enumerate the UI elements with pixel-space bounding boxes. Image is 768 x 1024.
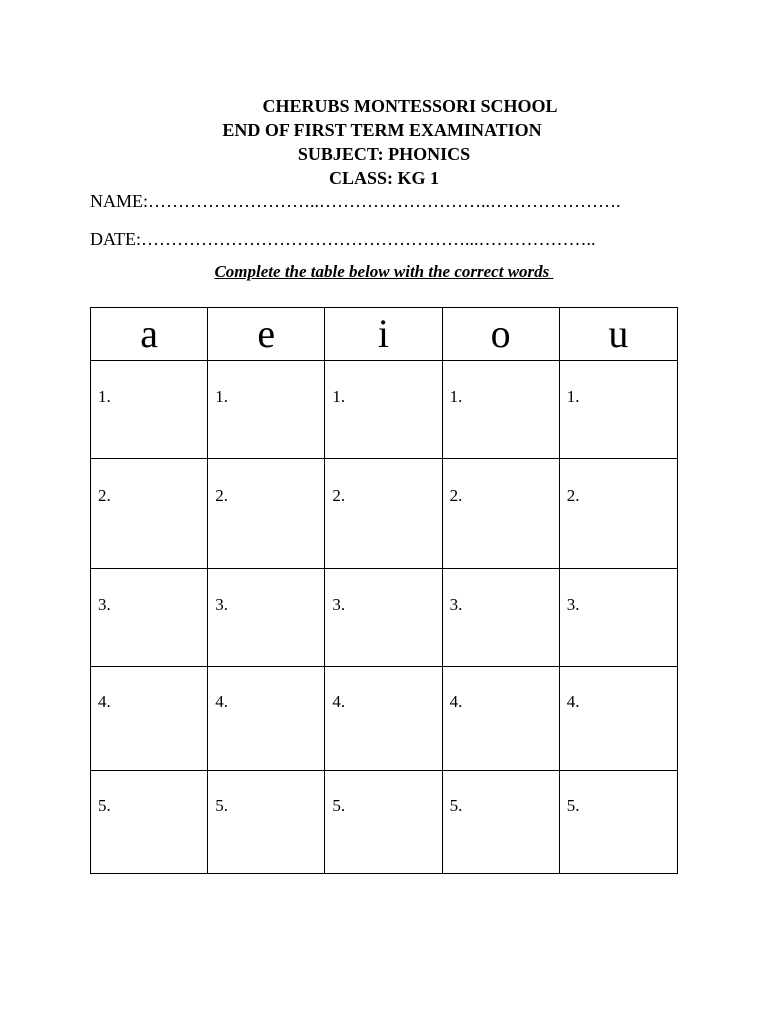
answer-cell[interactable]: 4. [91, 667, 208, 771]
name-field[interactable]: NAME:………………………..………………………..…………………. [90, 191, 621, 211]
answer-cell[interactable]: 3. [325, 569, 442, 667]
subject-line: SUBJECT: PHONICS [297, 144, 471, 164]
answer-cell[interactable]: 4. [325, 667, 442, 771]
answer-cell[interactable]: 1. [91, 361, 208, 459]
table-row [91, 667, 678, 771]
answer-cell[interactable]: 2. [442, 459, 559, 569]
table-row [91, 361, 678, 459]
answer-cell[interactable]: 4. [208, 667, 325, 771]
vowel-header-u: u [559, 308, 677, 361]
table-row [91, 771, 678, 874]
date-field[interactable]: DATE:………………………………………………...……………….. [90, 229, 596, 249]
exam-title: END OF FIRST TERM EXAMINATION [222, 120, 542, 140]
answer-cell[interactable]: 2. [208, 459, 325, 569]
answer-cell[interactable]: 5. [442, 771, 559, 874]
instruction-text: Complete the table below with the correct words [214, 262, 554, 281]
school-name: CHERUBS MONTESSORI SCHOOL [262, 96, 558, 116]
answer-cell[interactable]: 4. [559, 667, 677, 771]
answer-cell[interactable]: 2. [325, 459, 442, 569]
answer-cell[interactable]: 5. [559, 771, 677, 874]
answer-cell[interactable]: 3. [208, 569, 325, 667]
answer-cell[interactable]: 5. [325, 771, 442, 874]
vowel-table [90, 307, 678, 874]
answer-cell[interactable]: 1. [325, 361, 442, 459]
answer-cell[interactable]: 3. [559, 569, 677, 667]
answer-cell[interactable]: 2. [559, 459, 677, 569]
header-row [91, 308, 678, 361]
table-row [91, 569, 678, 667]
answer-cell[interactable]: 5. [208, 771, 325, 874]
class-line: CLASS: KG 1 [328, 168, 440, 188]
vowel-header-i: i [325, 308, 442, 361]
answer-cell[interactable]: 3. [91, 569, 208, 667]
vowel-header-a: a [91, 308, 208, 361]
vowel-header-e: e [208, 308, 325, 361]
answer-cell[interactable]: 1. [208, 361, 325, 459]
answer-cell[interactable]: 1. [442, 361, 559, 459]
answer-cell[interactable]: 4. [442, 667, 559, 771]
vowel-header-o: o [442, 308, 559, 361]
answer-cell[interactable]: 3. [442, 569, 559, 667]
answer-cell[interactable]: 2. [91, 459, 208, 569]
answer-cell[interactable]: 1. [559, 361, 677, 459]
table-row [91, 459, 678, 569]
answer-cell[interactable]: 5. [91, 771, 208, 874]
